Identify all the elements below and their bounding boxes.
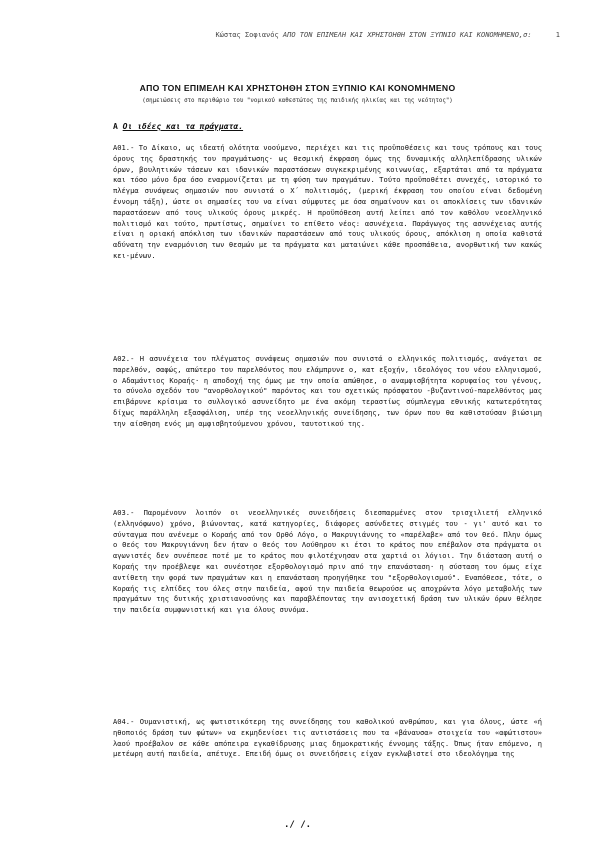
- page-number: 1: [555, 31, 560, 39]
- paragraph-label: Α03.-: [113, 508, 135, 517]
- paragraph-text: Η ασυνέχεια του πλέγματος συνάψεως σημασιών που συνιστά ο ελληνικός πολιτισμός, ανάγεται σε παρελθόν, σαφώς, απώτερο του παρελθόντος που ελάμπρυνε ο, κατ εξοχήν, ιδεολόγος του νέου ελληνισμού, ο Αδαμάντιος Κοραής· η αποδοχή της όμως με την οποία απώθησε, ο αναμφισβήτητα κορυφαίος του γένους, το σύνολο σχεδόν του "ανορθολογικού" παρόντος και του σχετικώς πρόσφατου -βυζαντινού-παρελθόντος μας επιβάρυνε κρίσιμα το συλλογικό ασυνείδητο με ένα ακόμη τεραστίως σύμπλεγμα εθνικής κατωτερότητας δίχως παράλληλη εξασφάλιση, υπέρ της νεοελληνικής συνείδησης, των όρων που θα καθιστούσαν βιώσιμη την αίσθηση ενός μη αμφισβητούμενου χρόνου, ταυτοτικού της.: [113, 354, 542, 428]
- header-running-title: ΑΠΟ ΤΟΝ ΕΠΙΜΕΛΗ ΚΑΙ ΧΡΗΣΤΟΗΘΗ ΣΤΟΝ ΞΥΠΝΙΟ ΚΑΙ ΚΟΝΟΜΗΜΕΝΟ,σ:: [282, 31, 532, 39]
- section-title: Οι ιδέες και τα πράγματα.: [122, 122, 244, 131]
- paragraph-label: Α02.-: [113, 354, 135, 363]
- document-subtitle: (σημειώσεις στο περιθώριο του "νομικού καθεστώτος της παιδικής ηλικίας και της νεότητος"): [142, 98, 453, 104]
- paragraph-text: Ουμανιστική, ως φωτιστικότερη της συνείδησης του καθολικού ανθρώπου, και για όλους, ώστε «ή ηθοποιός δράση των φώτων» να εκμηδενίσει τις αντιστάσεις που τα «βάναυσα» στοιχεία του «αφώτιστου» λαού προέβαλον σε κάθε απόπειρα εγκαθίδρυσης μιας δημοκρατικής έννομης τάξης. Όπως ήταν επόμενο, η μετέωρη αυτή παιδεία, απέτυχε. Επειδή όμως οι συνειδήσεις είχαν εγκλωβιστεί στο ιδεολόγημα της: [113, 717, 542, 759]
- paragraph-label: Α04.-: [113, 717, 135, 726]
- paragraph-a01: [113, 143, 542, 262]
- paragraph-text: Παρομένουν λοιπόν οι νεοελληνικές συνειδήσεις διεσπαρμένες στον τρισχιλιετή ελληνικό (ελληνόφωνο) χρόνο, βιώνοντας, κατά κατηγορίες, διάφορες ασύνδετες στιγμές του - γι' αυτό και το σύνταγμα που ανένεμε ο Κοραής από τον Ορθό Λόγο, ο Μακρυγιάννης το «παρέλαβε» από τον Θεό. Πλην όμως ο Θεός του Μακρυγιάννη δεν ήταν ο Θεός του Λούθηρου κι έτσι το κράτος που επέβαλον στα πράγματα οι αγωνιστές δεν συνέπεσε ποτέ με το κράτος που φιλοτέχνησαν στα χαρτιά οι λόγιοι. Την διάσταση αυτή ο Κοραής την προέβλεψε και συνέστησε εξορθολογισμό πριν από την επανάσταση· η σύσταση του όμως είχε αντίθετη την φορά των πραγμάτων και η επανάσταση προηγήθηκε του "εξορθολογισμού". Εναπόθεσε, τότε, ο Κοραής τις ελπίδες του όλες στην παιδεία, αφού την παιδεία θεωρούσε ως αποχρώντα λόγο μεταβολής των πραγμάτων της δυτικής χριστιανοσύνης και παραβλέποντας την ανισοχετική δράση των υλικών όρων θέλησε την παιδεία συμφωνιστική και για όλους συνόμα.: [113, 508, 542, 615]
- section-heading: [113, 122, 243, 131]
- section-letter: Α: [113, 122, 118, 131]
- paragraph-a04: [113, 717, 542, 760]
- header-author: Κώστας Σοφιανός: [215, 31, 279, 39]
- running-header: [0, 31, 560, 39]
- paragraph-text: Το Δίκαιο, ως ιδεατή ολότητα νοούμενο, περιέχει και τις προϋποθέσεις και τους τρόπους και τους όρους της δραστηκής του πραγμάτωσης· ως θεσμική έκφραση όμως της δυναμικής αλληλεπίδρασης υλικών όρων, βουλητικών τάσεων και ιδανικών παραστάσεων συγκεκριμένης κοινωνίας, εξαρτάται από τα πράγματα και τόσο μόνο δρα όσο εναρμονίζεται με τη φύση των πραγμάτων. Τούτο προϋποθέτει συνεχές, ιστορικό το πλέγμα συνάψεως σημασιών που συνιστά ο Χ΄ πολιτισμός, (μερική έκφραση του οποίου είναι δεδομένη έννομη τάξη), ώστε οι σημασίες του να είναι σύμφυτες με όσα σημαίνουν και οι αποκλίσεις των ιδανικών παραστάσεων από τους υλικούς όρους μικρές. Η προϋπόθεση αυτή λείπει από τον καθόλου νεοελληνικό πολιτισμό και τούτο, πρωτίστως, σημαίνει το επίθετο νέος: ασυνέχεια. Παράγωγος της ασυνέχειας αυτής είναι η οριακή απόκλιση των ιδανικών παραστάσεων από τους υλικούς όρους, απόκλιση η οποία καθιστά αδύνατη την εναρμόνιση των θεσμών με τα πράγματα και ματαιώνει κάθε προσπάθεια, ανορθωτική των κακώς κει-μένων.: [113, 143, 542, 260]
- page-footer-continuation: ./ /.: [283, 820, 312, 830]
- document-title: ΑΠΟ ΤΟΝ ΕΠΙΜΕΛΗ ΚΑΙ ΧΡΗΣΤΟΗΘΗ ΣΤΟΝ ΞΥΠΝΙΟ ΚΑΙ ΚΟΝΟΜΗΜΕΝΟ: [139, 83, 456, 93]
- paragraph-label: Α01.-: [113, 143, 135, 152]
- paragraph-a02: [113, 354, 542, 430]
- paragraph-a03: [113, 508, 542, 616]
